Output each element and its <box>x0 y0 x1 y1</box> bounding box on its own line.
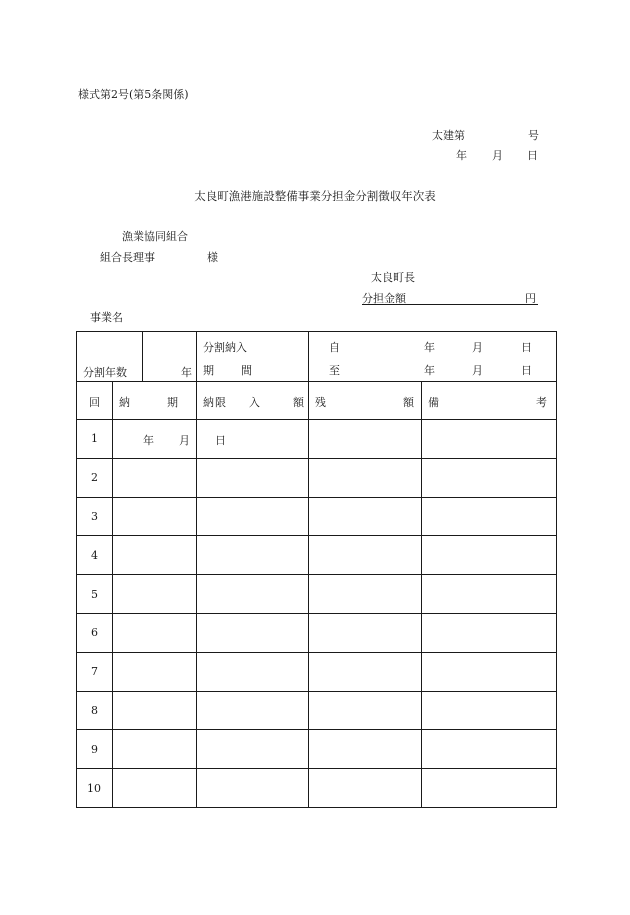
col-remarks-label-2: 考 <box>536 396 547 409</box>
row-number: 9 <box>77 730 113 769</box>
paid-amount-cell <box>197 575 309 614</box>
issuer-name: 太良町長 <box>371 271 415 284</box>
row1-day: 日 <box>215 434 226 447</box>
paid-amount-cell <box>197 691 309 730</box>
due-date-cell <box>113 769 197 808</box>
cooperative-name: 漁業協同組合 <box>122 230 188 243</box>
col-paid-label-3: 額 <box>293 396 304 409</box>
period-from-year: 年 <box>424 341 435 354</box>
column-header-row <box>77 382 557 420</box>
remarks-cell <box>422 458 557 497</box>
balance-cell <box>309 575 422 614</box>
project-label: 事業名 <box>90 311 123 324</box>
table-row <box>77 769 557 808</box>
years-label: 分割年数 <box>83 366 127 379</box>
col-due-label-2: 期 <box>167 396 178 409</box>
period-label-top: 分割納入 <box>203 341 247 354</box>
period-from-day: 日 <box>521 341 532 354</box>
remarks-cell <box>422 769 557 808</box>
reference-suffix: 号 <box>528 129 539 142</box>
period-to: 至 <box>329 364 340 377</box>
table-row <box>77 652 557 691</box>
balance-cell <box>309 458 422 497</box>
col-due-label-3: 限 <box>215 396 226 409</box>
remarks-cell <box>422 497 557 536</box>
balance-cell <box>309 691 422 730</box>
paid-amount-cell <box>197 769 309 808</box>
balance-cell <box>309 497 422 536</box>
col-balance <box>309 382 422 420</box>
col-due-date <box>113 382 226 420</box>
due-date-cell <box>113 730 197 769</box>
row1-year: 年 <box>143 434 154 447</box>
table-row <box>77 575 557 614</box>
row-number: 5 <box>77 575 113 614</box>
row-number: 7 <box>77 652 113 691</box>
paid-amount-cell <box>197 536 309 575</box>
due-date-cell <box>113 691 197 730</box>
remarks-cell <box>422 691 557 730</box>
paid-amount-cell <box>197 497 309 536</box>
period-label-bottom-2: 間 <box>241 364 252 377</box>
paid-amount-cell <box>197 613 309 652</box>
reference-label: 太建第 <box>432 129 465 142</box>
honorific: 様 <box>207 251 218 264</box>
period-to-year: 年 <box>424 364 435 377</box>
due-date-cell <box>113 652 197 691</box>
row-number: 4 <box>77 536 113 575</box>
paid-amount-cell <box>197 458 309 497</box>
col-paid-label-1: 納 <box>203 396 214 409</box>
remarks-cell <box>422 613 557 652</box>
table-row <box>77 730 557 769</box>
remarks-cell <box>422 420 557 459</box>
due-date-cell <box>113 536 197 575</box>
balance-cell <box>309 420 422 459</box>
amount-unit: 円 <box>525 292 536 305</box>
col-paid-amount <box>197 382 309 420</box>
table-row <box>77 613 557 652</box>
paid-amount-cell <box>197 652 309 691</box>
years-value-cell <box>143 332 197 382</box>
balance-cell <box>309 652 422 691</box>
period-to-day: 日 <box>521 364 532 377</box>
date-day: 日 <box>527 149 538 162</box>
balance-cell <box>309 730 422 769</box>
period-label-bottom-1: 期 <box>203 364 214 377</box>
balance-cell <box>309 613 422 652</box>
years-unit: 年 <box>181 366 192 379</box>
due-date-cell <box>113 458 197 497</box>
due-date-cell <box>113 497 197 536</box>
table-row <box>77 691 557 730</box>
row-number: 6 <box>77 613 113 652</box>
years-label-cell <box>77 332 143 382</box>
row-number: 2 <box>77 458 113 497</box>
period-label-cell <box>197 332 309 382</box>
row-number: 8 <box>77 691 113 730</box>
document-title: 太良町漁港施設整備事業分担金分割徴収年次表 <box>194 189 436 203</box>
period-from: 自 <box>329 341 340 354</box>
due-date-cell <box>113 575 197 614</box>
amount-label: 分担金額 <box>362 292 406 305</box>
due-date-cell <box>113 420 226 459</box>
remarks-cell <box>422 575 557 614</box>
remarks-cell <box>422 652 557 691</box>
col-due-label-1: 納 <box>119 396 130 409</box>
date-year: 年 <box>456 149 467 162</box>
remarks-cell <box>422 536 557 575</box>
period-value-cell <box>309 332 557 382</box>
installment-table <box>76 331 557 808</box>
form-number: 様式第2号(第5条関係) <box>78 88 189 101</box>
date-month: 月 <box>492 149 503 162</box>
balance-cell <box>309 769 422 808</box>
balance-cell <box>309 536 422 575</box>
row-number: 3 <box>77 497 113 536</box>
col-no <box>77 382 113 420</box>
row1-month: 月 <box>179 434 190 447</box>
paid-amount-cell <box>197 420 309 459</box>
amount-line <box>362 290 538 305</box>
table-row <box>77 497 557 536</box>
col-paid-label-2: 入 <box>249 396 260 409</box>
remarks-cell <box>422 730 557 769</box>
col-remarks <box>422 382 557 420</box>
chairman-label: 組合長理事 <box>100 251 155 264</box>
col-balance-label-1: 残 <box>315 396 326 409</box>
row-number: 1 <box>77 420 113 459</box>
period-from-month: 月 <box>472 341 483 354</box>
col-no-label: 回 <box>89 396 100 409</box>
table-row <box>77 420 557 459</box>
row-number: 10 <box>77 769 113 808</box>
due-date-cell <box>113 613 197 652</box>
installment-header-row <box>77 332 557 382</box>
table-row <box>77 458 557 497</box>
col-remarks-label-1: 備 <box>428 396 439 409</box>
table-row <box>77 536 557 575</box>
period-to-month: 月 <box>472 364 483 377</box>
col-balance-label-2: 額 <box>403 396 414 409</box>
paid-amount-cell <box>197 730 309 769</box>
